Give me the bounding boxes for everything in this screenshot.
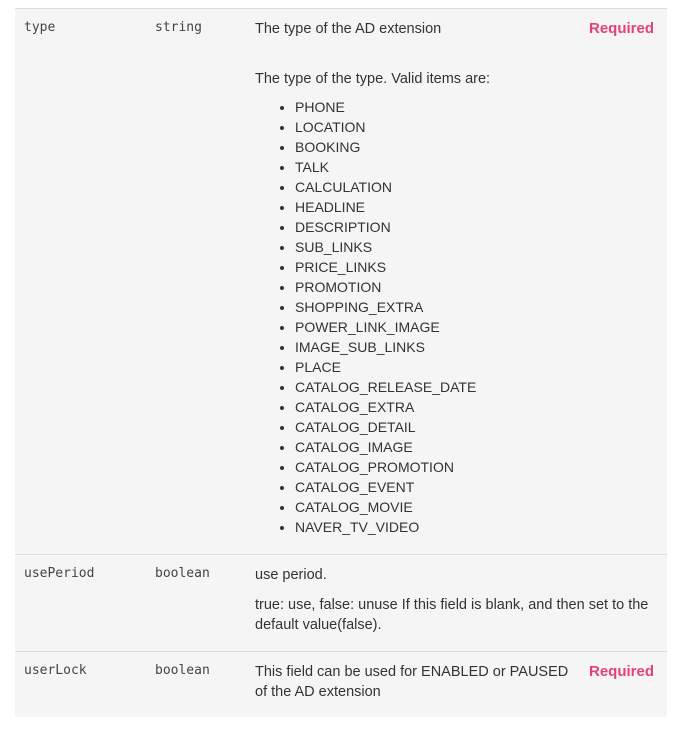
valid-item: • CATALOG_EXTRA	[295, 397, 575, 417]
valid-item: • LOCATION	[295, 117, 575, 137]
valid-item: • CALCULATION	[295, 177, 575, 197]
valid-item: • SUB_LINKS	[295, 237, 575, 257]
valid-item: • PHONE	[295, 97, 575, 117]
param-detail: true: use, false: unuse If this field is blank, and then set to the default value(false).	[255, 597, 649, 633]
valid-item: • CATALOG_RELEASE_DATE	[295, 377, 575, 397]
param-detail: The type of the type. Valid items are:	[255, 71, 491, 87]
param-description	[255, 9, 575, 537]
param-type: string	[155, 20, 202, 35]
valid-item: • CATALOG_MOVIE	[295, 497, 575, 517]
required-badge: Required	[588, 663, 654, 680]
valid-item: • NAVER_TV_VIDEO	[295, 517, 575, 537]
valid-item: • CATALOG_EVENT	[295, 477, 575, 497]
valid-item: • SHOPPING_EXTRA	[295, 297, 575, 317]
valid-item: • BOOKING	[295, 137, 575, 157]
param-description	[255, 652, 575, 702]
valid-item: • PLACE	[295, 357, 575, 377]
valid-item: • POWER_LINK_IMAGE	[295, 317, 575, 337]
valid-items-list	[255, 97, 575, 537]
param-summary: The type of the AD extension	[255, 21, 442, 37]
valid-item: • DESCRIPTION	[295, 217, 575, 237]
valid-item: • TALK	[295, 157, 575, 177]
valid-item: • CATALOG_PROMOTION	[295, 457, 575, 477]
valid-item: • PRICE_LINKS	[295, 257, 575, 277]
param-type: boolean	[155, 663, 210, 678]
param-row-userlock	[15, 652, 667, 717]
param-description	[255, 555, 649, 635]
required-badge: Required	[588, 20, 654, 37]
param-type: boolean	[155, 566, 210, 581]
valid-item: • CATALOG_DETAIL	[295, 417, 575, 437]
param-summary: This field can be used for ENABLED or PAUSED of the AD extension	[255, 664, 569, 700]
valid-item: • PROMOTION	[295, 277, 575, 297]
valid-item: • CATALOG_IMAGE	[295, 437, 575, 457]
param-row-type	[15, 9, 667, 555]
valid-item: • HEADLINE	[295, 197, 575, 217]
param-name: userLock	[24, 663, 87, 678]
param-name: type	[24, 20, 56, 35]
param-name: usePeriod	[24, 566, 95, 581]
parameters-table	[15, 8, 667, 717]
param-row-useperiod	[15, 555, 667, 652]
valid-item: • IMAGE_SUB_LINKS	[295, 337, 575, 357]
param-summary: use period.	[255, 567, 327, 583]
